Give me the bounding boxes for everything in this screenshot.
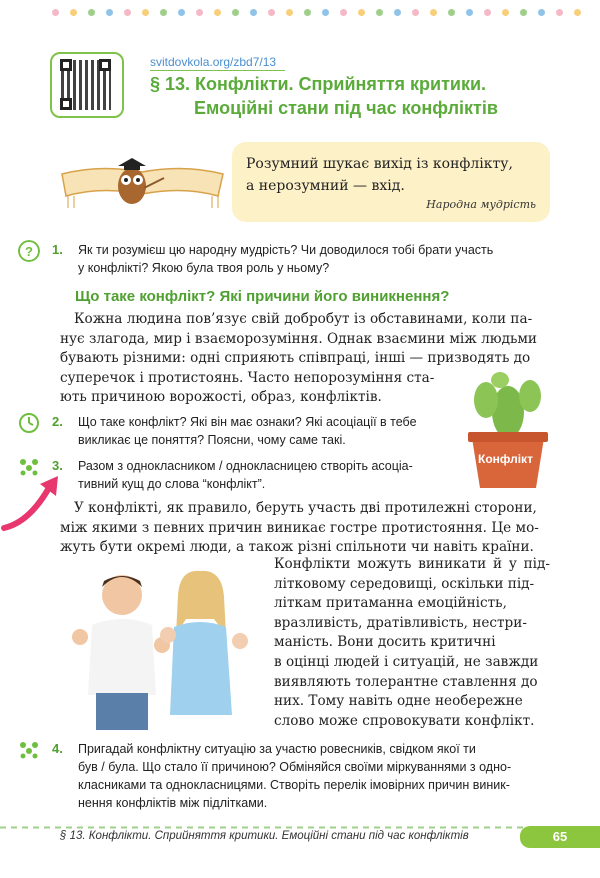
task-number: 4.	[52, 741, 63, 756]
question-icon	[18, 240, 40, 262]
top-dot-row	[52, 9, 592, 19]
paragraph-line: літковому середовищі, оскільки під-	[274, 575, 535, 592]
owl-scroll-illustration	[60, 152, 225, 212]
task-line: у конфлікті? Якою була твоя роль у ньому?	[78, 261, 330, 275]
paragraph-2	[60, 499, 550, 558]
task-line: Разом з однокласником / однокласницею створіть асоціа-	[78, 459, 413, 473]
footer-divider	[0, 826, 600, 829]
task-line: нення конфліктів між підлітками.	[78, 796, 268, 810]
subheading: Що таке конфлікт? Які причини його виникнення?	[75, 288, 450, 305]
paragraph-line: нує злагода, мир і взаєморозуміння. Однак взаємини між людьми	[60, 330, 537, 347]
task-line: був / була. Що стало її причиною? Обміняйся своїми міркуваннями з одно-	[78, 760, 512, 774]
link-underline	[150, 70, 285, 71]
clock-icon	[18, 412, 40, 434]
qr-corner	[60, 98, 72, 110]
paragraph-line: бувають різними: одні сприяють співпраці, інші — призводять до	[60, 350, 531, 367]
qr-corner	[60, 59, 72, 71]
section-title-line1: § 13. Конфлікти. Сприйняття критики.	[150, 74, 487, 94]
group-work-icon	[16, 738, 42, 760]
paragraph-line: жуть бути окремі люди, а також різні спільноти чи навіть країни.	[60, 539, 534, 556]
paragraph-line: літкам притаманна емоційність,	[274, 595, 507, 612]
paragraph-3	[274, 555, 550, 731]
paragraph-line: вразливість, дратівливість, нестри-	[274, 614, 527, 631]
task-line: класниками та однокласницями. Створіть перелік імовірних причин виник-	[78, 778, 510, 792]
task-number: 1.	[52, 242, 63, 257]
quote-source: Народна мудрість	[426, 198, 536, 211]
qr-code[interactable]	[50, 52, 124, 118]
paragraph-line: Кожна людина пов’язує свій добробут із обставинами, коли па-	[74, 311, 533, 327]
task-line: тивний кущ до слова “конфлікт”.	[78, 477, 266, 491]
page-number: 65	[520, 826, 600, 848]
paragraph-line: між якими з певних причин виникає гостре протистояння. Це мо-	[60, 519, 539, 536]
svg-text:?: ?	[25, 244, 33, 259]
task-line: викликає це поняття? Поясни, чому саме такі.	[78, 433, 346, 447]
quote-line1: Розумний шукає вихід із конфлікту,	[246, 156, 513, 172]
paragraph-line: Конфлікти можуть виникати й у під-	[274, 556, 550, 572]
task-2-text	[78, 413, 417, 449]
paragraph-line: слово може спровокувати конфлікт.	[274, 712, 535, 729]
paragraph-line: в оцінці людей і ситуацій, не завжди	[274, 653, 539, 670]
paragraph-line: суперечок і протистоянь. Часто непорозуміння ста-	[60, 369, 435, 386]
quote-line2: а нерозумний — вхід.	[246, 178, 405, 194]
cactus-label: Конфлікт	[478, 452, 533, 466]
cactus-pot-illustration	[462, 372, 554, 490]
resource-link[interactable]: svitdovkola.org/zbd7/13	[150, 55, 277, 69]
task-4-text	[78, 740, 511, 812]
task-line: Що таке конфлікт? Які він має ознаки? Які асоціації в тебе	[78, 415, 417, 429]
paragraph-line: маність. Вони досить критичні	[274, 634, 496, 651]
children-photo	[60, 565, 260, 730]
paragraph-line: У конфлікті, як правило, беруть участь дві протилежні сторони,	[74, 500, 537, 516]
quote-box	[232, 142, 550, 222]
section-title-line2: Емоційні стани під час конфліктів	[194, 98, 498, 118]
paragraph-line: ють причиною ворожості, образ, конфліктів.	[60, 389, 382, 406]
qr-corner	[99, 59, 111, 71]
paragraph-line: них. Тому навіть одне необережне	[274, 693, 523, 710]
task-number: 3.	[52, 458, 63, 473]
paragraph-line: виявляють толерантне ставлення до	[274, 673, 538, 690]
task-line: Пригадай конфліктну ситуацію за участю ровесників, свідком якої ти	[78, 742, 476, 756]
task-line: Як ти розумієш цю народну мудрість? Чи доводилося тобі брати участь	[78, 243, 494, 257]
task-number: 2.	[52, 414, 63, 429]
footer-running-title: § 13. Конфлікти. Сприйняття критики. Емоційні стани під час конфліктів	[60, 830, 469, 842]
section-title	[150, 72, 498, 120]
task-1-text	[78, 241, 493, 277]
task-3-text	[78, 457, 413, 493]
